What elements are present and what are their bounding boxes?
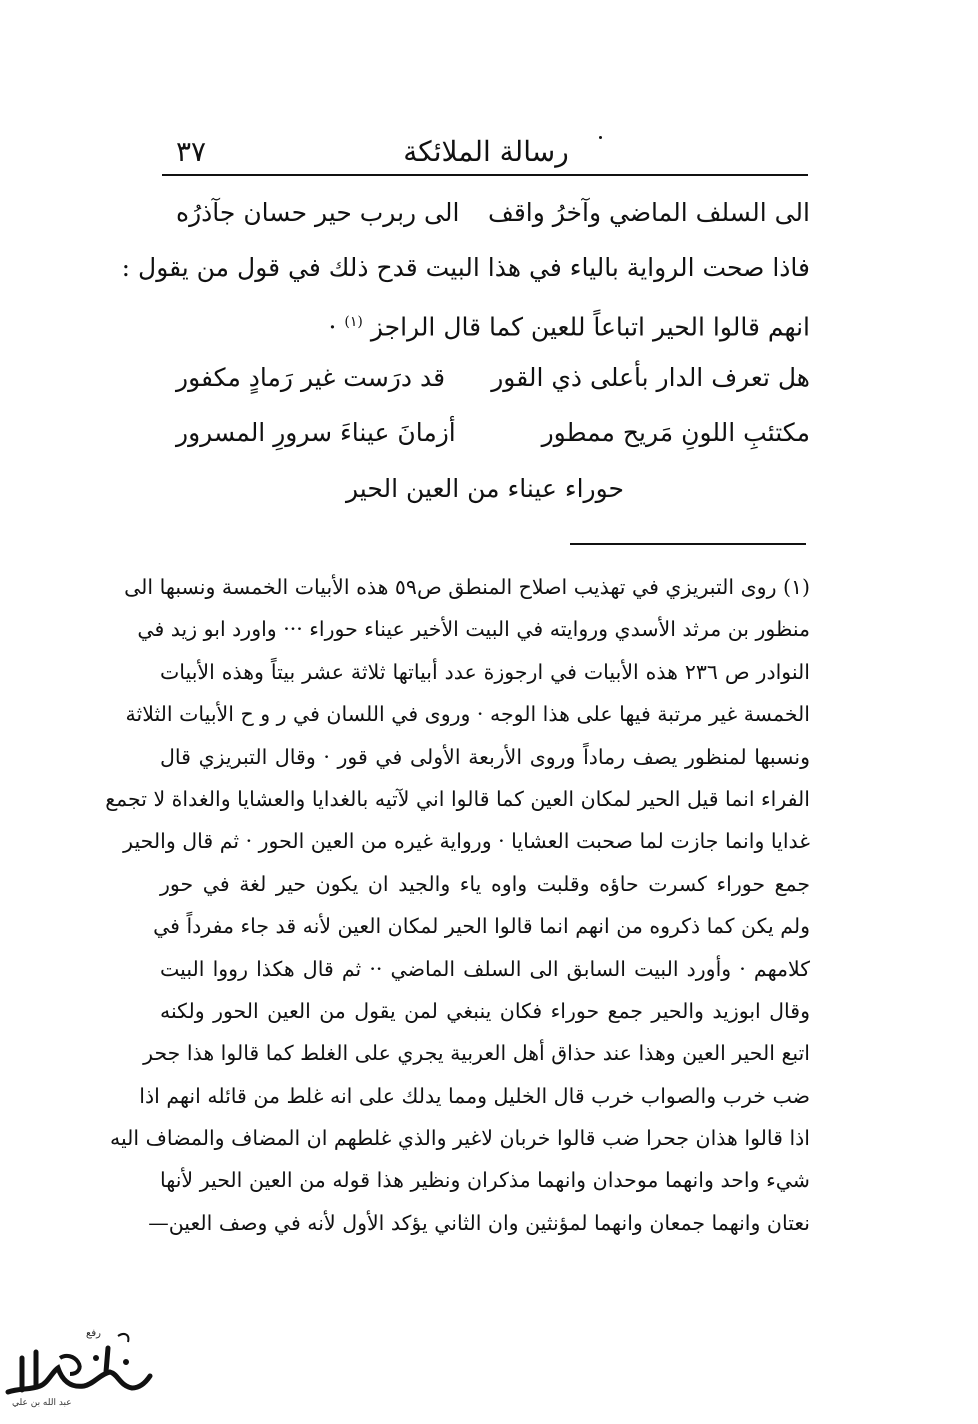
footnote-line: منظور بن مرثد الأسدي وروايته في البيت الأخير عيناء حوراء ··· واورد ابو زيد في: [137, 617, 810, 642]
footnote-line: ونسبها لمنظور يصف رماداً وروى الأربعة الأولى في قور · وقال التبريزي قال: [160, 744, 810, 769]
footnote-line: النوادر ص ٢٣٦ هذه الأبيات في ارجوزة عدد أبياتها ثلاثة عشر بيتاً وهذه الأبيات: [160, 659, 810, 684]
footnote-line: ولم يكن كما ذكروه من انهم انما قالوا الحير لمكان العين لأنه قد جاء مفرداً في: [153, 914, 810, 939]
footnote-line: الفراء انما قيل الحير لمكان العين كما قالوا اني لآتيه بالغدايا والعشايا والغداة لا تجمع: [105, 786, 810, 811]
footnote-line: غدايا وانما جازت لما صحبت العشايا · ورواية غيره من العين الحور · ثم قال والحير: [123, 829, 810, 854]
prose-text: انهم قالوا الحير اتباعاً للعين كما قال الراجز: [370, 312, 810, 342]
library-stamp: [0, 1328, 160, 1414]
ink-speck: [599, 136, 602, 139]
verse-second-hemistich: أزمانَ عيناءَ سرورِ المسرور: [176, 418, 456, 447]
page-number: ٣٧: [176, 135, 207, 168]
footnote-line: ضب خرب والصواب خرب قال الخليل ومما يدلك على انه غلط من قائله انهم اذا: [139, 1083, 810, 1108]
footnote-line: اذا قالوا هذان جحرا ضب قالوا خربان لاغير والذي غلطهم ان المضاف والمضاف اليه: [109, 1126, 810, 1151]
running-title: رسالة الملائكة: [403, 135, 569, 168]
verse-line-centered: حوراء عيناء من العين الحير: [346, 474, 624, 503]
verse-second-hemistich: قد درَست غير رَمادٍ مكفور: [176, 363, 446, 392]
verse-second-hemistich: الى ربرب حير حسان جآذرُه: [176, 198, 460, 227]
footnote-rule: [570, 543, 806, 545]
footnote-line: جمع حوراء كسرت حاؤه وقلبت واوه ياء والجيد ان يكون حير لغة في حور: [160, 871, 810, 896]
prose-line: [160, 295, 810, 350]
footnote-line: (١) روى التبريزي في تهذيب اصلاح المنطق ص٥٩ هذه الأبيات الخمسة ونسبها الى: [124, 575, 810, 599]
footnote-line: كلامهم · وأورد البيت السابق الى السلف الماضي ·· ثم قال هكذا رووا البيت: [160, 956, 810, 981]
footnote-line: وقال ابوزيد والحير جمع حوراء فكان ينبغي لمن يقول من العين الحور ولكنه: [160, 998, 810, 1023]
footnote-marker: (١): [344, 314, 363, 330]
verse-first-hemistich: مكتئبِ اللونِ مَريح ممطور: [541, 418, 810, 447]
verse-first-hemistich: هل تعرف الدار بأعلى ذي القور: [491, 363, 810, 392]
header-rule: [162, 174, 808, 176]
verse-line: [160, 405, 810, 460]
main-text: [121, 185, 810, 518]
prose-text-end: ·: [328, 312, 345, 342]
verse-first-hemistich: الى السلف الماضي وآخرُ واقف: [487, 198, 810, 227]
footnote-line: نعتان وانهما جمعان وانهما لمؤنثين وان الثاني يؤكد الأول لأنه في وصف العين—: [148, 1210, 810, 1235]
stamp-tag: رفع: [86, 1328, 101, 1339]
stamp-subtitle: عبد الله بن علي: [12, 1398, 72, 1408]
page-header: [162, 132, 810, 172]
footnote-line: اتبع الحير العين وهذا عند حذاق أهل العربية يجري على الغلط كما قالوا هذا جحر: [143, 1041, 810, 1066]
verse-line: [160, 350, 810, 405]
footnote-block: [105, 566, 810, 1244]
footnote-line: الخمسة غير مرتبة فيها على هذا الوجه · وروى في اللسان في ر و ح الأبيات الثلاثة: [125, 702, 810, 727]
verse-line: [160, 185, 810, 240]
footnote-line: شيء واحد وانهما موحدان وانهما مذكران ونظير هذا قوله من العين الحير لأنها: [160, 1168, 810, 1193]
prose-line: فاذا صحت الرواية بالياء في هذا البيت قدح ذلك في قول من يقول :: [121, 253, 810, 282]
